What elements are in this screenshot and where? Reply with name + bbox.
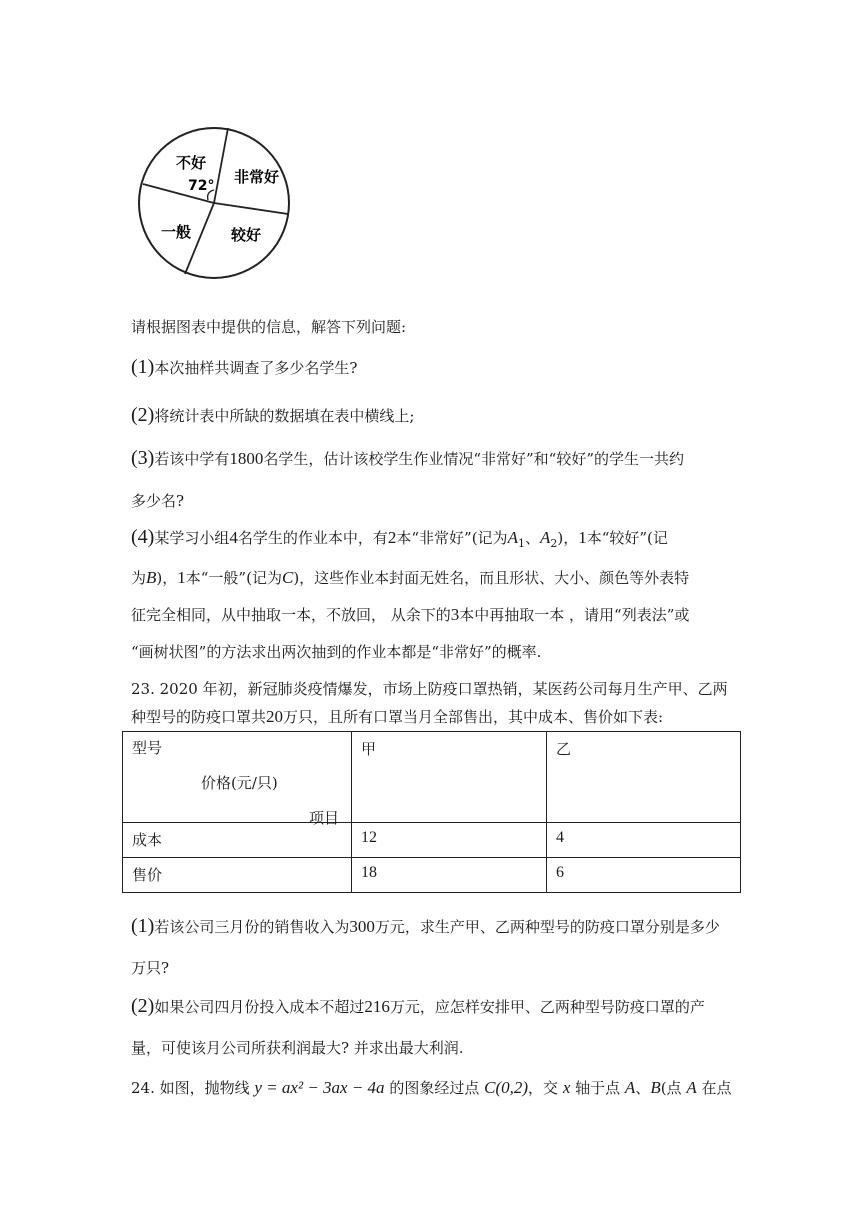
pie-label-angle: 72° bbox=[188, 178, 215, 194]
table-row: 成本 12 4 bbox=[123, 823, 741, 858]
problem-23-question-1: (1)若该公司三月份的销售收入为300万元，求生产甲、乙两种型号的防疫口罩分别是多少 bbox=[131, 915, 720, 937]
question-2: (2)将统计表中所缺的数据填在表中横线上; bbox=[131, 404, 415, 426]
table-header-cell: 型号 价格(元/只) 项目 bbox=[123, 732, 352, 823]
question-3: (3)若该中学有1800名学生，估计该校学生作业情况“非常好”和“较好”的学生一共约 bbox=[131, 447, 685, 469]
price-table bbox=[122, 731, 741, 893]
pie-label-bad: 不好 bbox=[176, 154, 207, 172]
question-1: (1)本次抽样共调查了多少名学生? bbox=[131, 356, 358, 378]
problem-23-line1: 23. 2020 年初，新冠肺炎疫情爆发，市场上防疫口罩热销，某医药公司每月生产甲、乙两 bbox=[131, 680, 728, 698]
problem-24-line1: 24. 如图，抛物线 y = ax² − 3ax − 4a 的图象经过点 C(0,2)，交 x 轴于点 A、B(点 A 在点 bbox=[131, 1078, 732, 1097]
table-row: 售价 18 6 bbox=[123, 858, 741, 893]
pie-label-very-good: 非常好 bbox=[234, 168, 280, 186]
question-4-line2: 为B)，1本“一般”(记为C)，这些作业本封面无姓名，而且形状、大小、颜色等外表特 bbox=[131, 568, 690, 587]
intro-text: 请根据图表中提供的信息，解答下列问题: bbox=[131, 318, 407, 336]
question-4-line1: (4)某学习小组4名学生的作业本中，有2本“非常好”(记为$A_1$、$A_2$)，1本“较好”(记 bbox=[131, 526, 668, 550]
problem-23-question-2: (2)如果公司四月份投入成本不超过216万元，应怎样安排甲、乙两种型号防疫口罩的产 bbox=[131, 995, 705, 1017]
problem-23-question-2-cont: 量，可使该月公司所获利润最大? 并求出最大利润. bbox=[131, 1039, 464, 1057]
problem-23-line2: 种型号的防疫口罩共20万只，且所有口罩当月全部售出，其中成本、售价如下表: bbox=[131, 707, 664, 726]
pie-chart bbox=[136, 120, 292, 286]
problem-23-question-1-cont: 万只? bbox=[131, 959, 170, 977]
question-3-cont: 多少名? bbox=[131, 492, 185, 510]
question-4-line4: “画树状图”的方法求出两次抽到的作业本都是“非常好”的概率. bbox=[131, 643, 542, 661]
question-4-line3: 征完全相同，从中抽取一本，不放回， 从余下的3本中再抽取一本 ，请用“列表法”或 bbox=[131, 605, 690, 624]
table-col-a: 甲 bbox=[352, 732, 547, 823]
pie-label-average: 一般 bbox=[161, 223, 192, 241]
table-col-b: 乙 bbox=[547, 732, 741, 823]
pie-label-good: 较好 bbox=[231, 226, 262, 244]
